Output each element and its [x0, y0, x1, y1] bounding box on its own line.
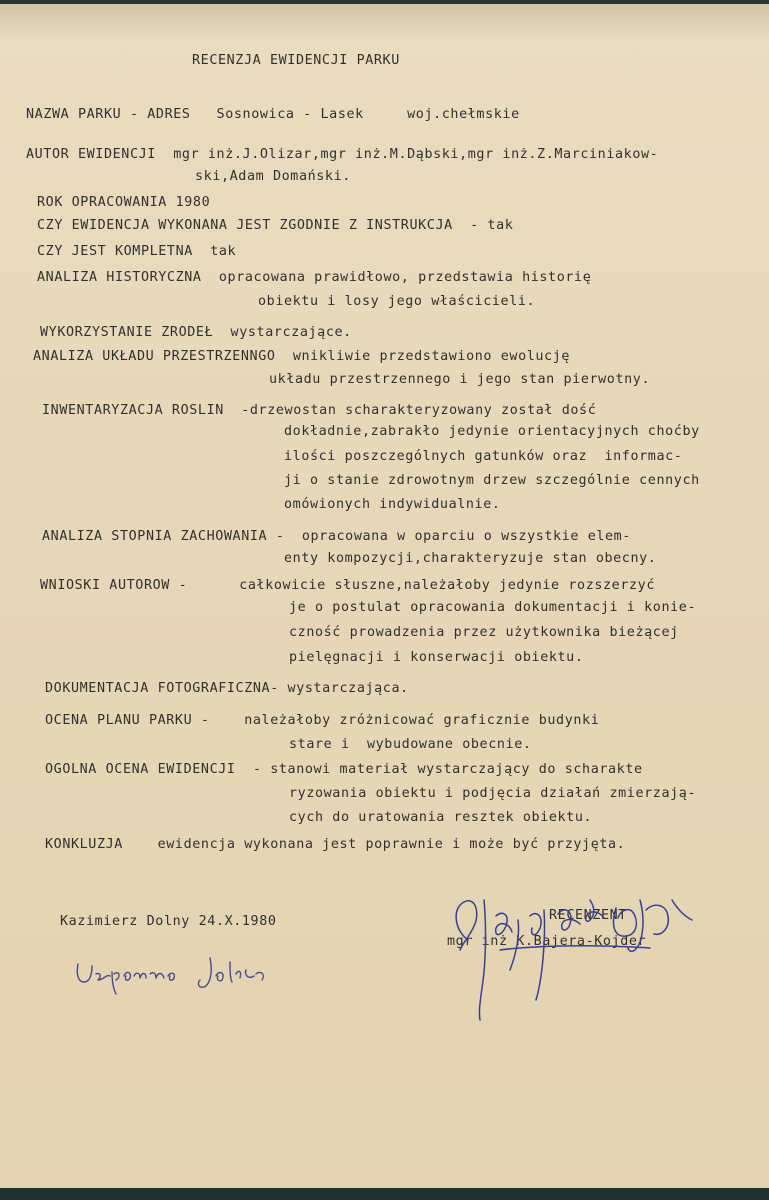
line-overall-cont2: cych do uratowania resztek obiektu. [289, 810, 593, 825]
line-plants-cont1: dokładnie,zabrakło jedynie orientacyjnych choćby [284, 424, 700, 439]
line-conclusions: WNIOSKI AUTOROW - całkowicie słuszne,należałoby jedynie rozszerzyć [40, 578, 655, 593]
line-conclusions-cont1: je o postulat opracowania dokumentacji i konie- [289, 600, 697, 615]
line-preservation: ANALIZA STOPNIA ZACHOWANIA - opracowana w oparciu o wszystkie elem- [42, 529, 632, 544]
line-plants-cont2: ilości poszczególnych gatunków oraz informac- [284, 449, 683, 464]
line-plan: OCENA PLANU PARKU - należałoby zróżnicować graficznie budynki [45, 713, 600, 728]
scan-border-top [0, 0, 769, 4]
line-plants: INWENTARYZACJA ROSLIN -drzewostan scharakteryzowany został dość [42, 403, 597, 418]
document-title: RECENZJA EWIDENCJI PARKU [192, 53, 400, 68]
line-historical-cont: obiektu i losy jego właścicieli. [258, 294, 536, 309]
line-plants-cont3: ji o stanie zdrowotnym drzew szczególnie cennych [284, 473, 700, 488]
handwritten-note [70, 950, 340, 1000]
line-plants-cont4: omówionych indywidualnie. [284, 497, 501, 512]
line-overall: OGOLNA OCENA EWIDENCJI - stanowi materiał wystarczający do scharakte [45, 762, 643, 777]
line-instruction: CZY EWIDENCJA WYKONANA JEST ZGODNIE Z INSTRUKCJA - tak [37, 218, 514, 233]
line-park-name: NAZWA PARKU - ADRES Sosnowica - Lasek woj.chełmskie [26, 107, 520, 122]
line-year: ROK OPRACOWANIA 1980 [37, 195, 211, 210]
line-sources: WYKORZYSTANIE ZRODEŁ wystarczające. [40, 325, 352, 340]
line-plan-cont: stare i wybudowane obecnie. [289, 737, 532, 752]
line-overall-cont1: ryzowania obiektu i podjęcia działań zmierzają- [289, 786, 697, 801]
reviewer-signature [440, 880, 710, 1040]
line-spatial-cont: układu przestrzennego i jego stan pierwotny. [269, 372, 651, 387]
line-preservation-cont: enty kompozycji,charakteryzuje stan obecny. [284, 551, 657, 566]
line-photo: DOKUMENTACJA FOTOGRAFICZNA- wystarczająca. [45, 681, 409, 696]
line-spatial: ANALIZA UKŁADU PRZESTRZENNGO wnikliwie przedstawiono ewolucję [33, 349, 571, 364]
line-author: AUTOR EWIDENCJI mgr inż.J.Olizar,mgr inż.M.Dąbski,mgr inż.Z.Marciniakow- [26, 147, 659, 162]
page-shadow [0, 0, 769, 40]
line-historical: ANALIZA HISTORYCZNA opracowana prawidłowo, przedstawia historię [37, 270, 592, 285]
line-conclusions-cont2: czność prowadzenia przez użytkownika bieżącej [289, 625, 679, 640]
line-conclusion: KONKLUZJA ewidencja wykonana jest poprawnie i może być przyjęta. [45, 837, 626, 852]
reviewer-heading: RECENZENT [549, 908, 627, 923]
line-author-cont: ski,Adam Domański. [195, 169, 351, 184]
place-and-date: Kazimierz Dolny 24.X.1980 [60, 914, 277, 929]
scan-border-bottom [0, 1188, 769, 1200]
reviewer-name: mgr inż K.Bajera-Kojder [447, 934, 647, 949]
line-complete: CZY JEST KOMPLETNA tak [37, 244, 237, 259]
line-conclusions-cont3: pielęgnacji i konserwacji obiektu. [289, 650, 584, 665]
